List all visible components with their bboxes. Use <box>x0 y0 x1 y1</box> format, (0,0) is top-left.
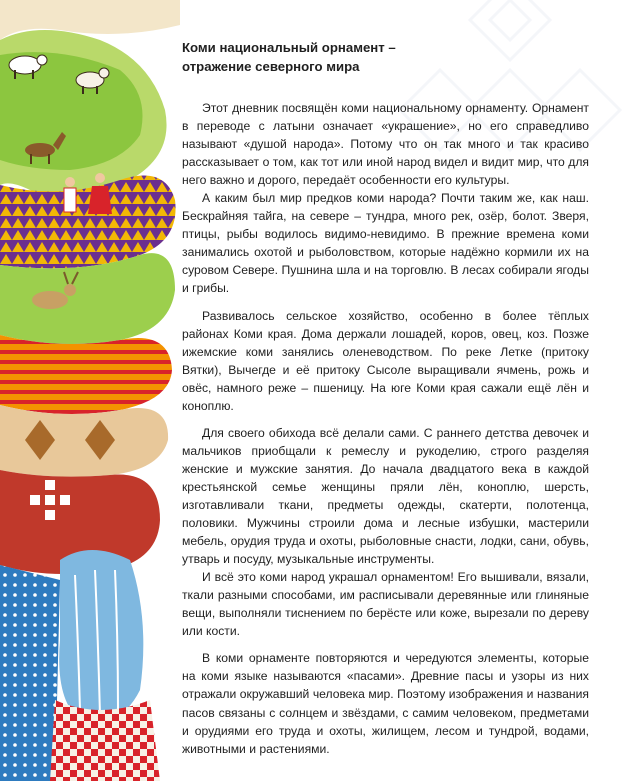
paragraph-5: И всё это коми народ украшал орнаментом! Его вышивали, вязали, ткали разными способами, им расписывали деревянные или глиняные вещи, выполняли тиснением по берёсте или коже, вырезали по дереву или кости. <box>182 570 589 639</box>
paragraph-4: Для своего обихода всё делали сами. С раннего детства девочек и мальчиков приобщали к ремеслу и рукоделию, строго разделяя женские и мужские занятия. До начала двадцатого века в каждой крестьянской семье женщины пряли лён, коноплю, шерсть, изготавливали ткани, предметы одежды, скатерти, полотенца, половики. Мужчины строили дома и лесные избушки, мастерили мебель, орудия труда и охоты, рыболовные снасти, лодки, сани, обувь, утварь и посуду, музыкальные инструменты. <box>182 425 589 567</box>
paragraph-6: В коми орнаменте повторяются и чередуются элементы, которые на коми языке называются «пасами». Древние пасы и узоры из них отражали окружавший человека мир. Поэтому изображения и названия пасов связаны с солнцем и звёздами, с самим человеком, предметами и орудиями его труда и охоты, жилищем, лесом и тундрой, водами, животными и растениями. <box>182 651 589 756</box>
ornament-illustration <box>0 0 180 781</box>
article-title <box>182 38 589 76</box>
article-title-line-1: Коми национальный орнамент – <box>182 40 396 55</box>
article-title-line-2: отражение северного мира <box>182 59 360 74</box>
paragraph-1: Этот дневник посвящён коми национальному орнаменту. Орнамент в переводе с латыни означает «украшение», но его справедливо называют «душой народа». Потому что он так много и так красиво рассказывает о том, как тот или иной народ видел и видит мир, что для него важно и дорого, передаёт особенности его культуры. <box>182 101 589 188</box>
paragraph-3: Развивалось сельское хозяйство, особенно в более тёплых районах Коми края. Дома держали лошадей, коров, овец, коз. Позже ижемские коми занялись оленеводством. По реке Летке (притоку Вятки), Вычегде и её притоку Сысоле выращивали ячмень, рожь и овёс, намного реже – пшеницу. На юге Коми края сажали ещё лён и коноплю. <box>182 308 589 413</box>
paragraph-2: А каким был мир предков коми народа? Почти таким же, как наш. Бескрайняя тайга, на севере – тундра, много рек, озёр, болот. Зверя, птицы, рыбы водилось видимо-невидимо. В прежние времена коми занимались охотой и рыболовством, которые надёжно кормили их на суровом Севере. Пушнина шла и на торговлю. В лесах собирали ягоды и грибы. <box>182 191 589 296</box>
article <box>182 38 589 758</box>
